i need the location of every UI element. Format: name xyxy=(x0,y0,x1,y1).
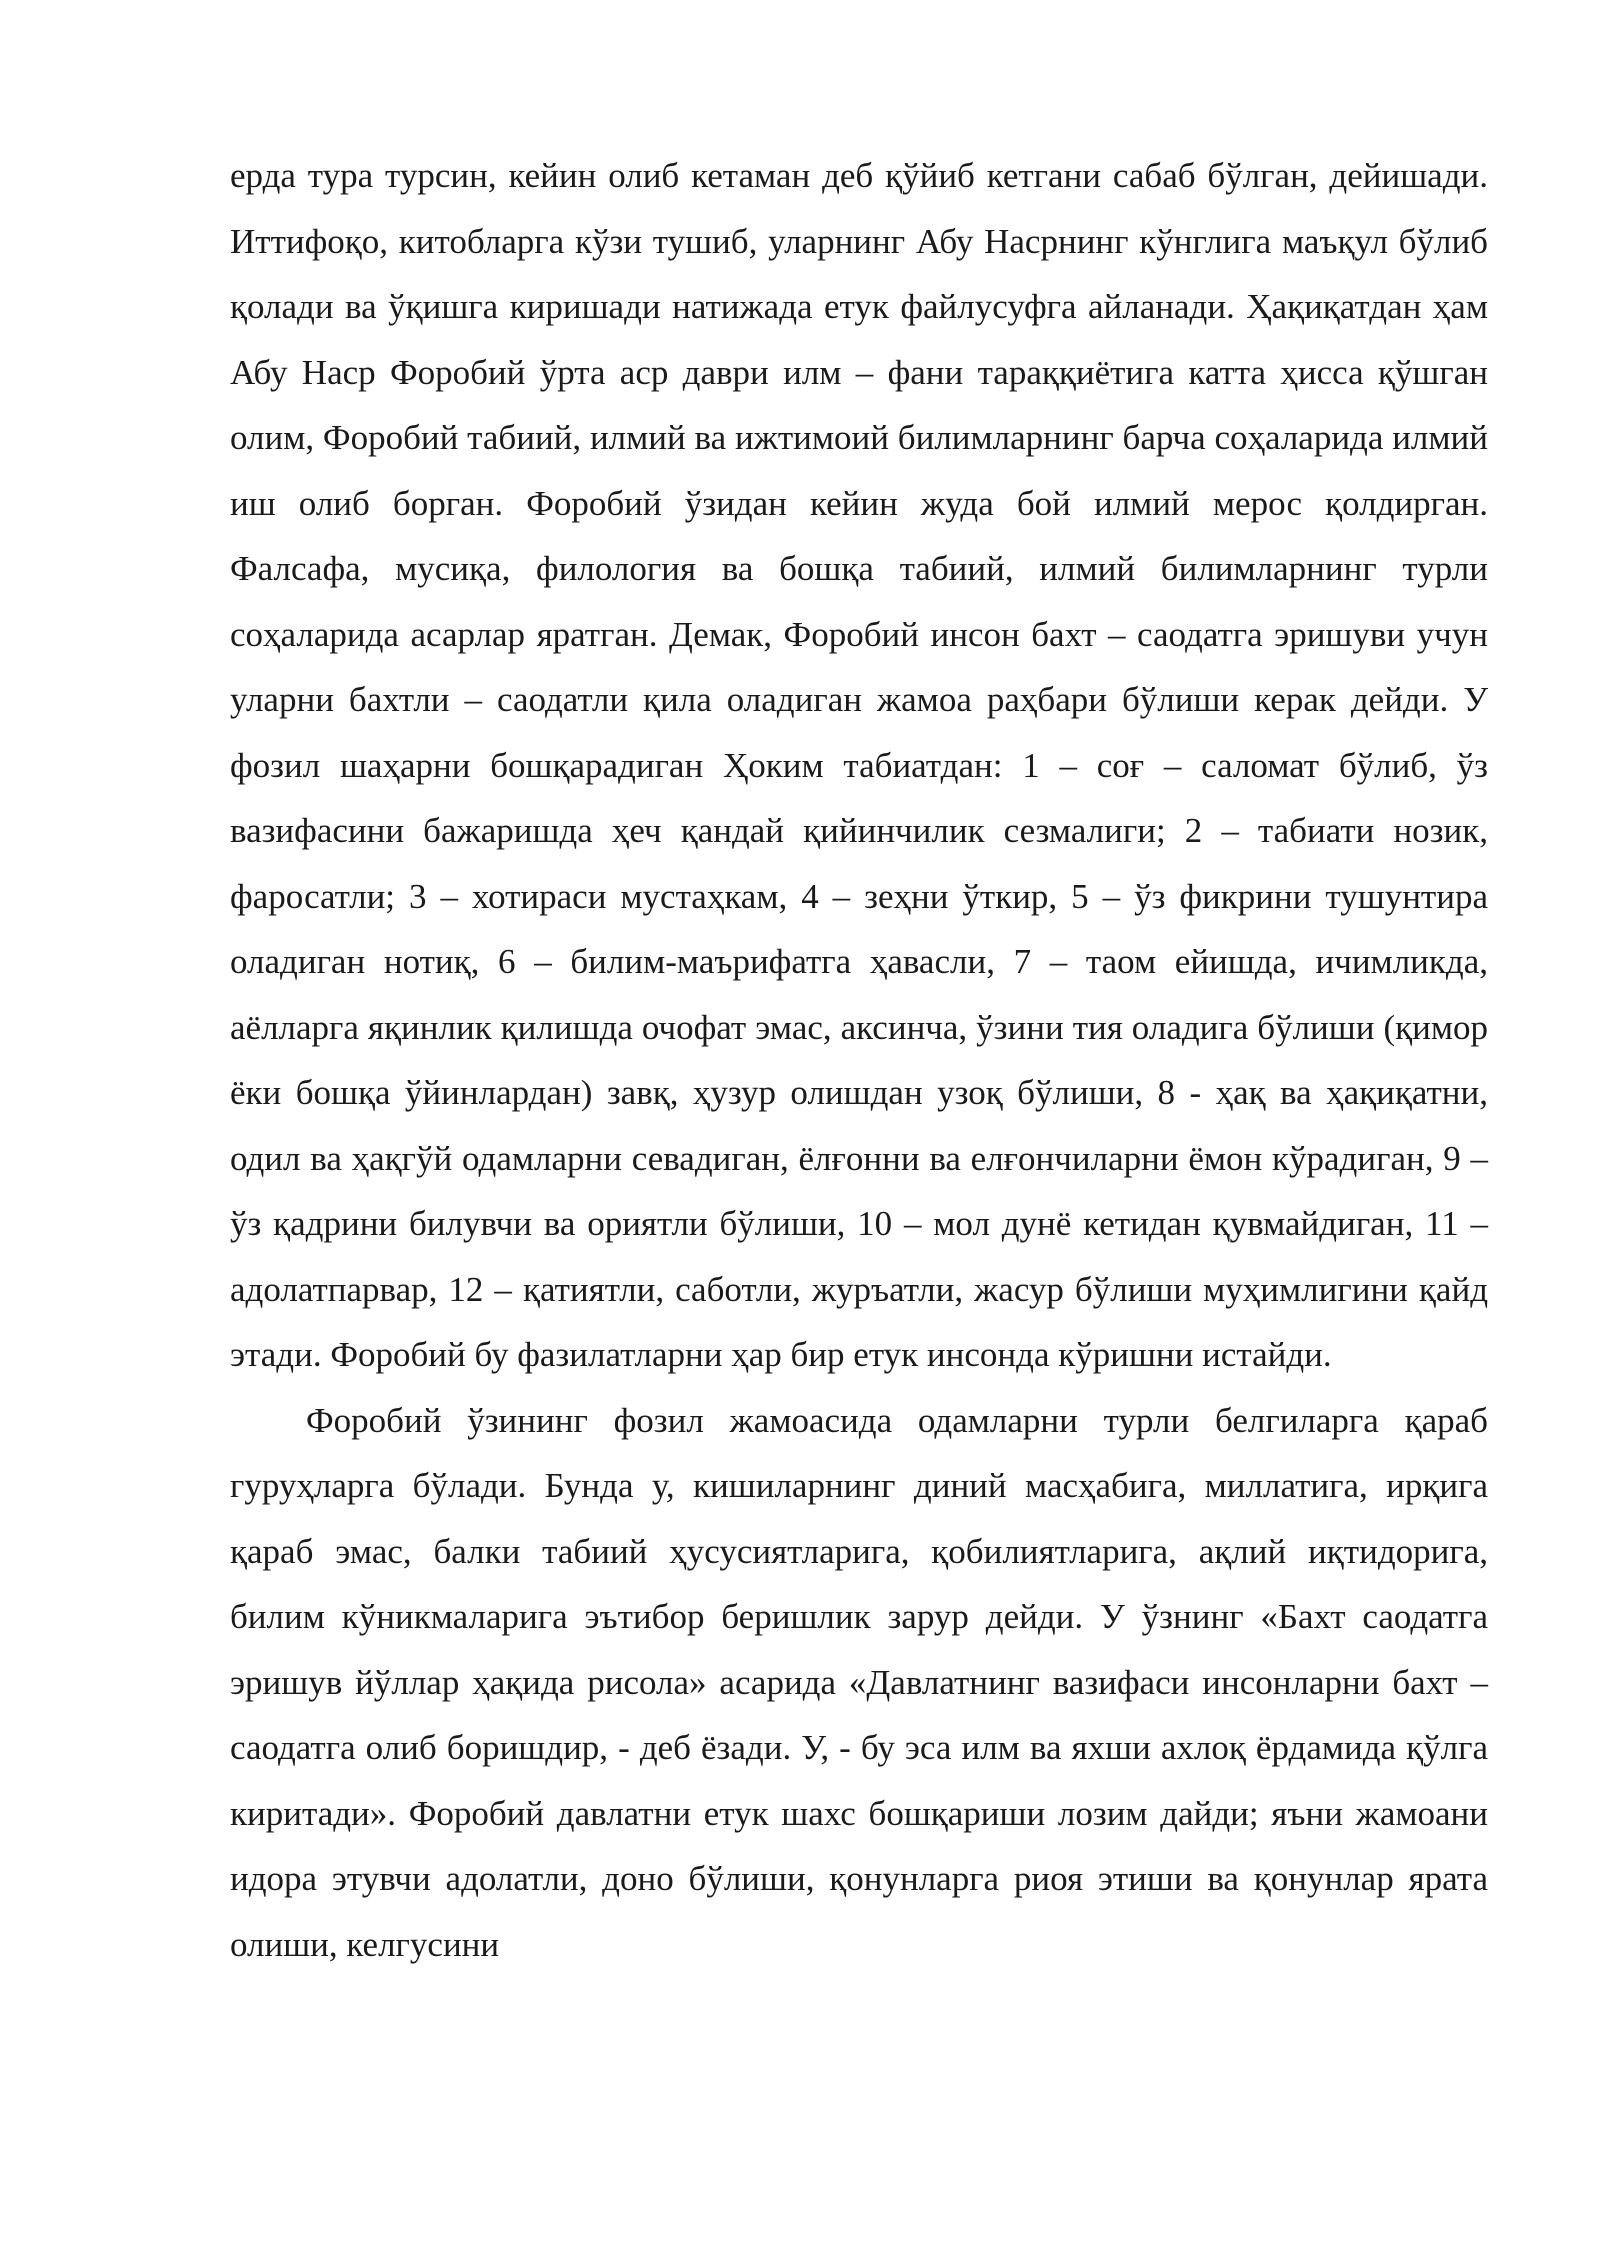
paragraph-1: ерда тура турсин, кейин олиб кетаман деб қўйиб кетгани сабаб бўлган, дейишади. Иттифоқо, китобларга кўзи тушиб, уларнинг Абу Насрнинг кўнглига маъқул бўлиб қолади ва ўқишга киришади натижада етук файлусуфга айланади. Ҳақиқатдан ҳам Абу Наср Форобий ўрта аср даври илм – фани тараққиётига катта ҳисса қўшган олим, Форобий табиий, илмий ва ижтимоий билимларнинг барча соҳаларида илмий иш олиб борган. Форобий ўзидан кейин жуда бой илмий мерос қолдирган. Фалсафа, мусиқа, филология ва бошқа табиий, илмий билимларнинг турли соҳаларида асарлар яратган. Демак, Форобий инсон бахт – саодатга эришуви учун уларни бахтли – саодатли қила оладиган жамоа раҳбари бўлиши керак дейди. У фозил шаҳарни бошқарадиган Ҳоким табиатдан: 1 – соғ – саломат бўлиб, ўз вазифасини бажаришда ҳеч қандай қийинчилик сезмалиги; 2 – табиати нозик, фаросатли; 3 – хотираси мустаҳкам, 4 – зеҳни ўткир, 5 – ўз фикрини тушунтира оладиган нотиқ, 6 – билим-маърифатга ҳавасли, 7 – таом ейишда, ичимликда, аёлларга яқинлик қилишда очофат эмас, аксинча, ўзини тия оладига бўлиши (қимор ёки бошқа ўйинлардан) завқ, ҳузур олишдан узоқ бўлиши, 8 - ҳақ ва ҳақиқатни, одил ва ҳақгўй одамларни севадиган, ёлғонни ва елғончиларни ёмон кўрадиган, 9 – ўз қадрини билувчи ва ориятли бўлиши, 10 – мол дунё кетидан қувмайдиган, 11 – адолатпарвар, 12 – қатиятли, саботли, журъатли, жасур бўлиши муҳимлигини қайд этади. Форобий бу фазилатларни ҳар бир етук инсонда кўришни истайди. xyxy=(230,156,1488,1374)
document-body xyxy=(230,143,1488,1977)
paragraph-2: Форобий ўзининг фозил жамоасида одамларни турли белгиларга қараб гуруҳларга бўлади. Бунда у, кишиларнинг диний масҳабига, миллатига, ирқига қараб эмас, балки табиий ҳусусиятларига, қобилиятларига, ақлий иқтидорига, билим кўникмаларига эътибор беришлик зарур дейди. У ўзнинг «Бахт саодатга эришув йўллар ҳақида рисола» асарида «Давлатнинг вазифаси инсонларни бахт – саодатга олиб боришдир, - деб ёзади. У, - бу эса илм ва яхши ахлоқ ёрдамида қўлга киритади». Форобий давлатни етук шахс бошқариши лозим дайди; яъни жамоани идора этувчи адолатли, доно бўлиши, қонунларга риоя этиши ва қонунлар ярата олиши, келгусини xyxy=(230,1400,1488,1964)
